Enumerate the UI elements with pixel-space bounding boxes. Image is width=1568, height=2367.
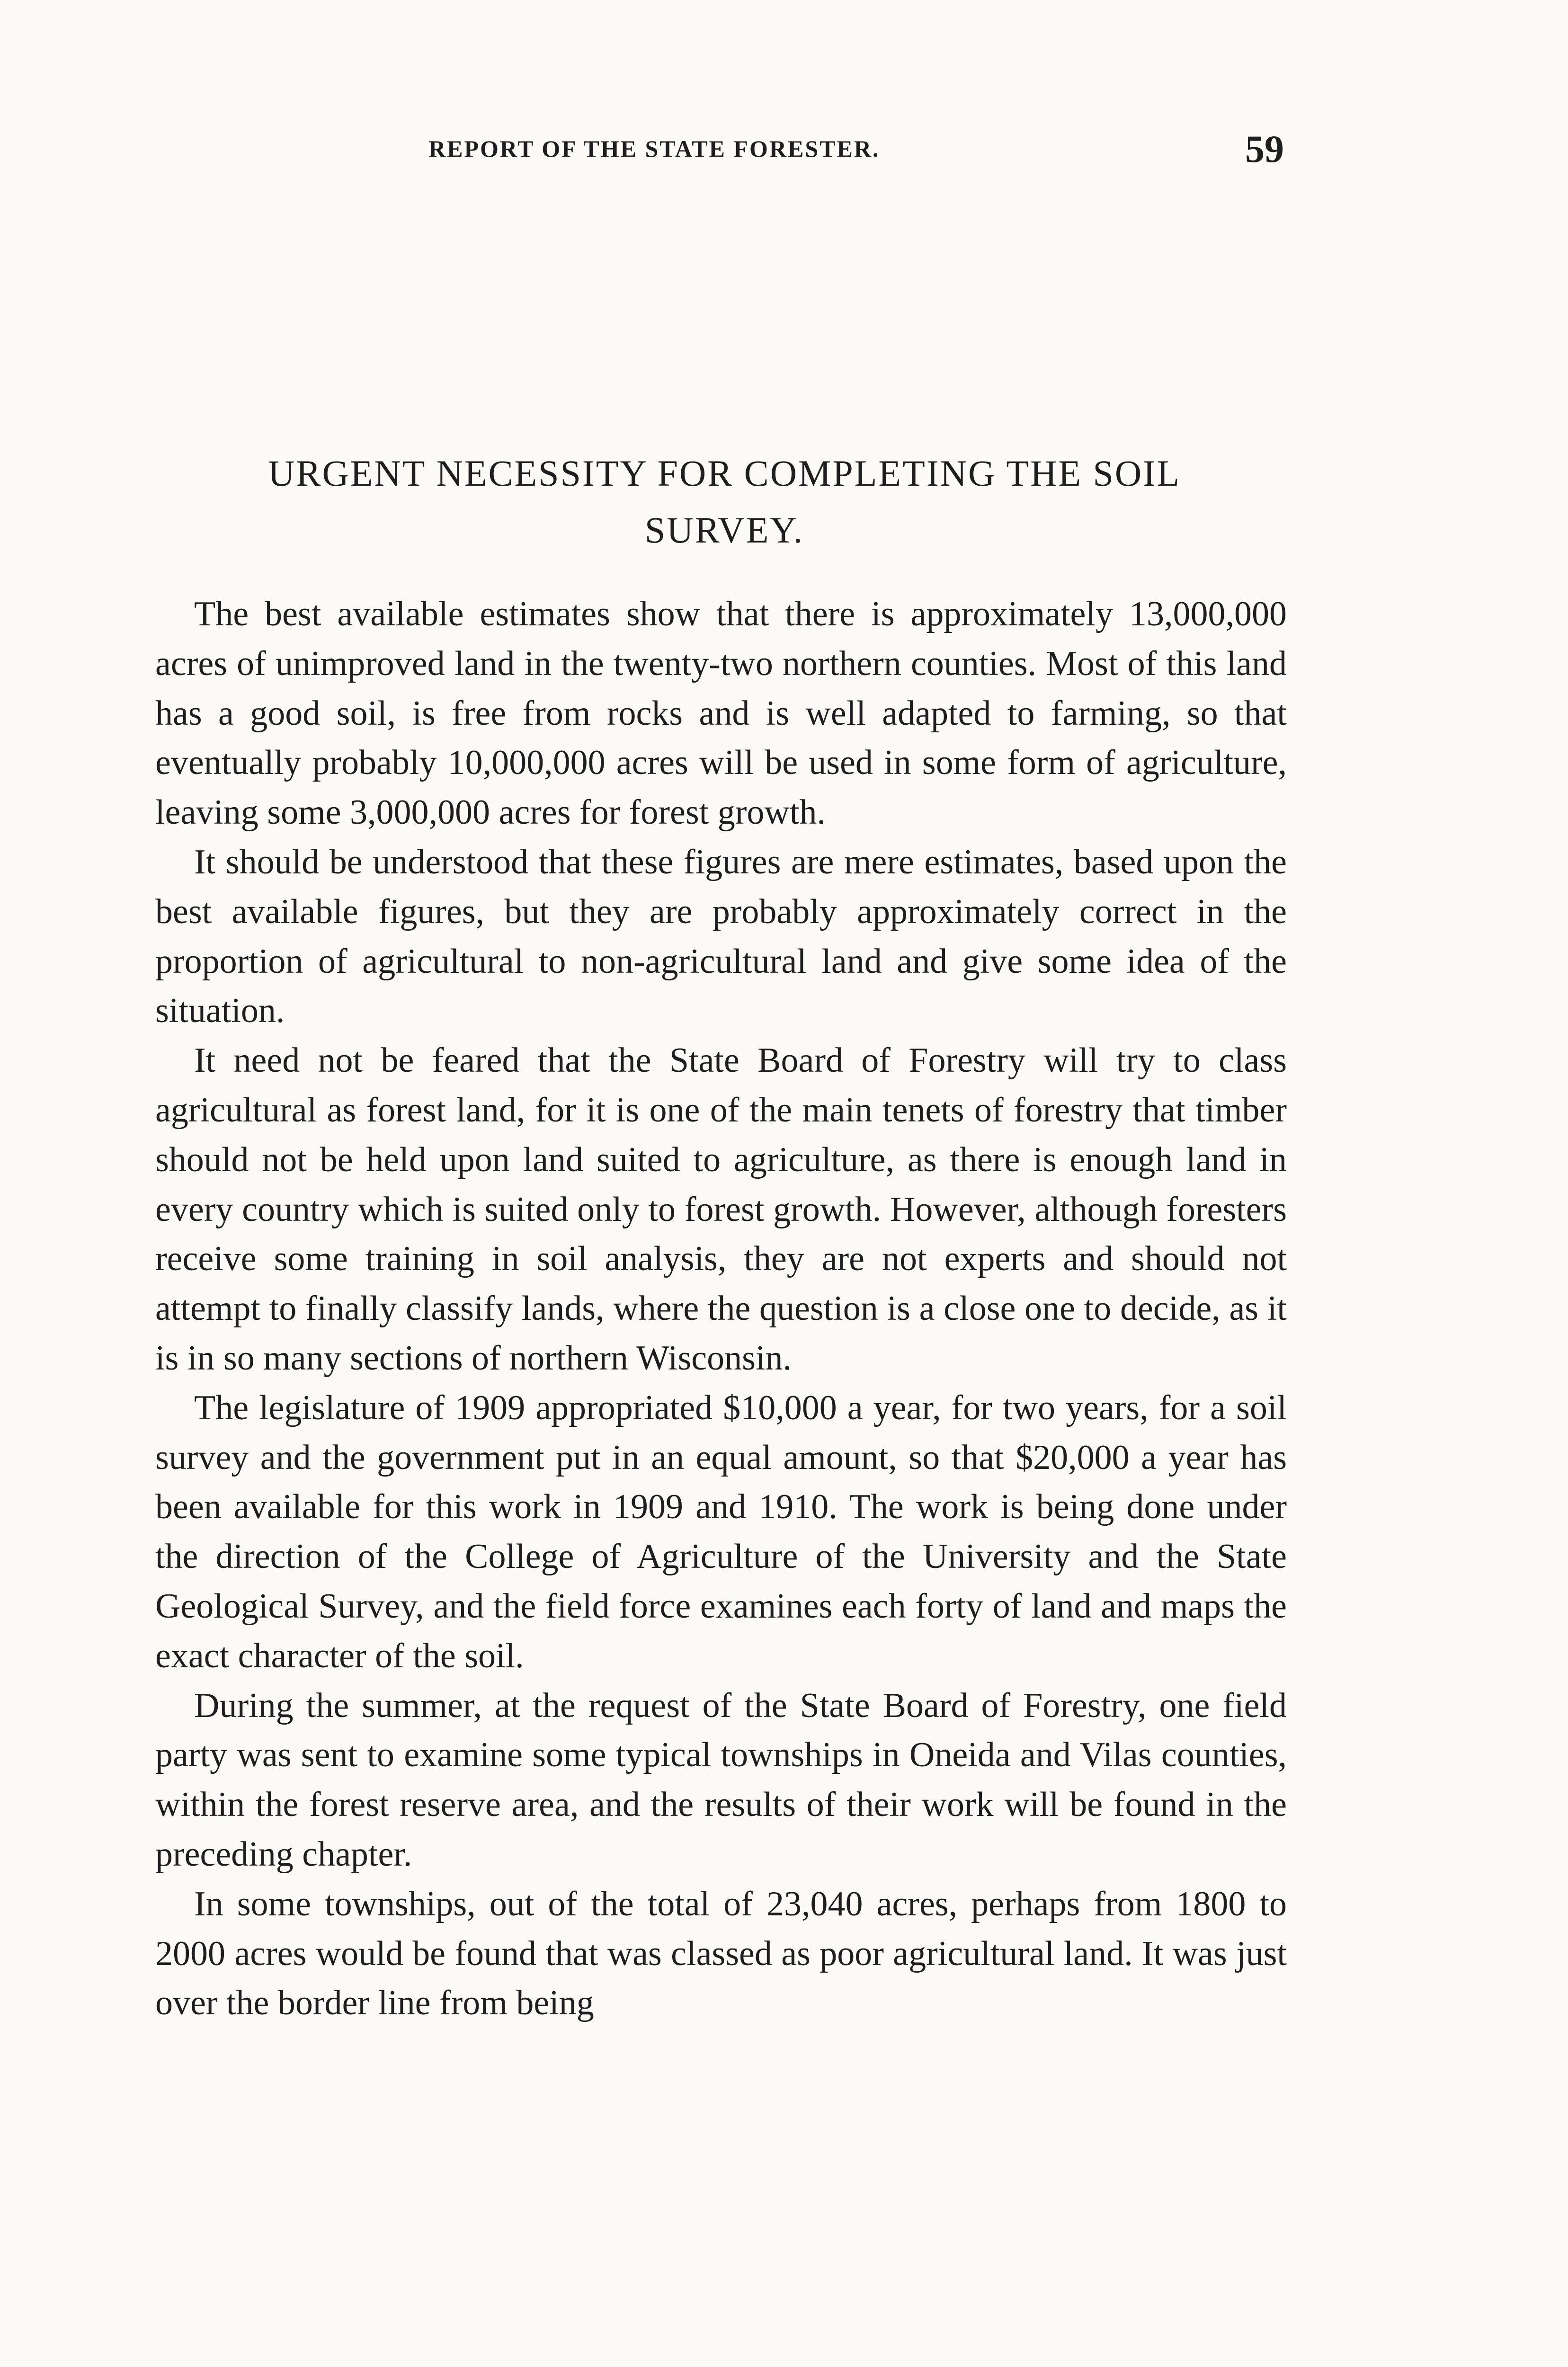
running-header: REPORT OF THE STATE FORESTER.: [428, 135, 880, 162]
paragraph-5: During the summer, at the request of the State Board of Forestry, one field party was sent to examine some typical townships in Oneida and Vilas counties, within the forest reserve area, and the results of their work will be found in the preceding chapter.: [155, 1686, 1287, 1874]
section-title-line-1: URGENT NECESSITY FOR COMPLETING THE SOIL: [268, 453, 1181, 494]
body-text: [155, 589, 1287, 2028]
paragraph-1: The best available estimates show that there is approximately 13,000,000 acres of unimproved land in the twenty-two northern counties. Most of this land has a good soil, is free from rocks and is well adapted to farming, so that eventually probably 10,000,000 acres will be used in some form of agriculture, leaving some 3,000,000 acres for forest growth.: [155, 595, 1287, 832]
paragraph-3: It need not be feared that the State Board of Forestry will try to class agricultural as forest land, for it is one of the main tenets of forestry that timber should not be held upon land suited to agriculture, as there is enough land in every country which is suited only to forest growth. However, although foresters receive some training in soil analysis, they are not experts and should not attempt to finally classify lands, where the question is a close one to decide, as it is in so many sections of northern Wisconsin.: [155, 1041, 1287, 1378]
paragraph-6: In some townships, out of the total of 23,040 acres, perhaps from 1800 to 2000 acres would be found that was classed as poor agricultural land. It was just over the border line from being: [155, 1884, 1287, 2023]
page-number: 59: [1245, 127, 1284, 170]
paragraph-2: It should be understood that these figures are mere estimates, based upon the best available figures, but they are probably approximately correct in the proportion of agricultural to non-agricultural land and give some idea of the situation.: [155, 842, 1287, 1031]
section-title-line-2: SURVEY.: [644, 509, 804, 551]
section-title: [161, 445, 1288, 559]
paragraph-4: The legislature of 1909 appropriated $10,000 a year, for two years, for a soil survey and the government put in an equal amount, so that $20,000 a year has been available for this work in 1909 and 1910. The work is being done under the direction of the College of Agriculture of the University and the State Geological Survey, and the field force examines each forty of land and maps the exact character of the soil.: [155, 1388, 1287, 1675]
